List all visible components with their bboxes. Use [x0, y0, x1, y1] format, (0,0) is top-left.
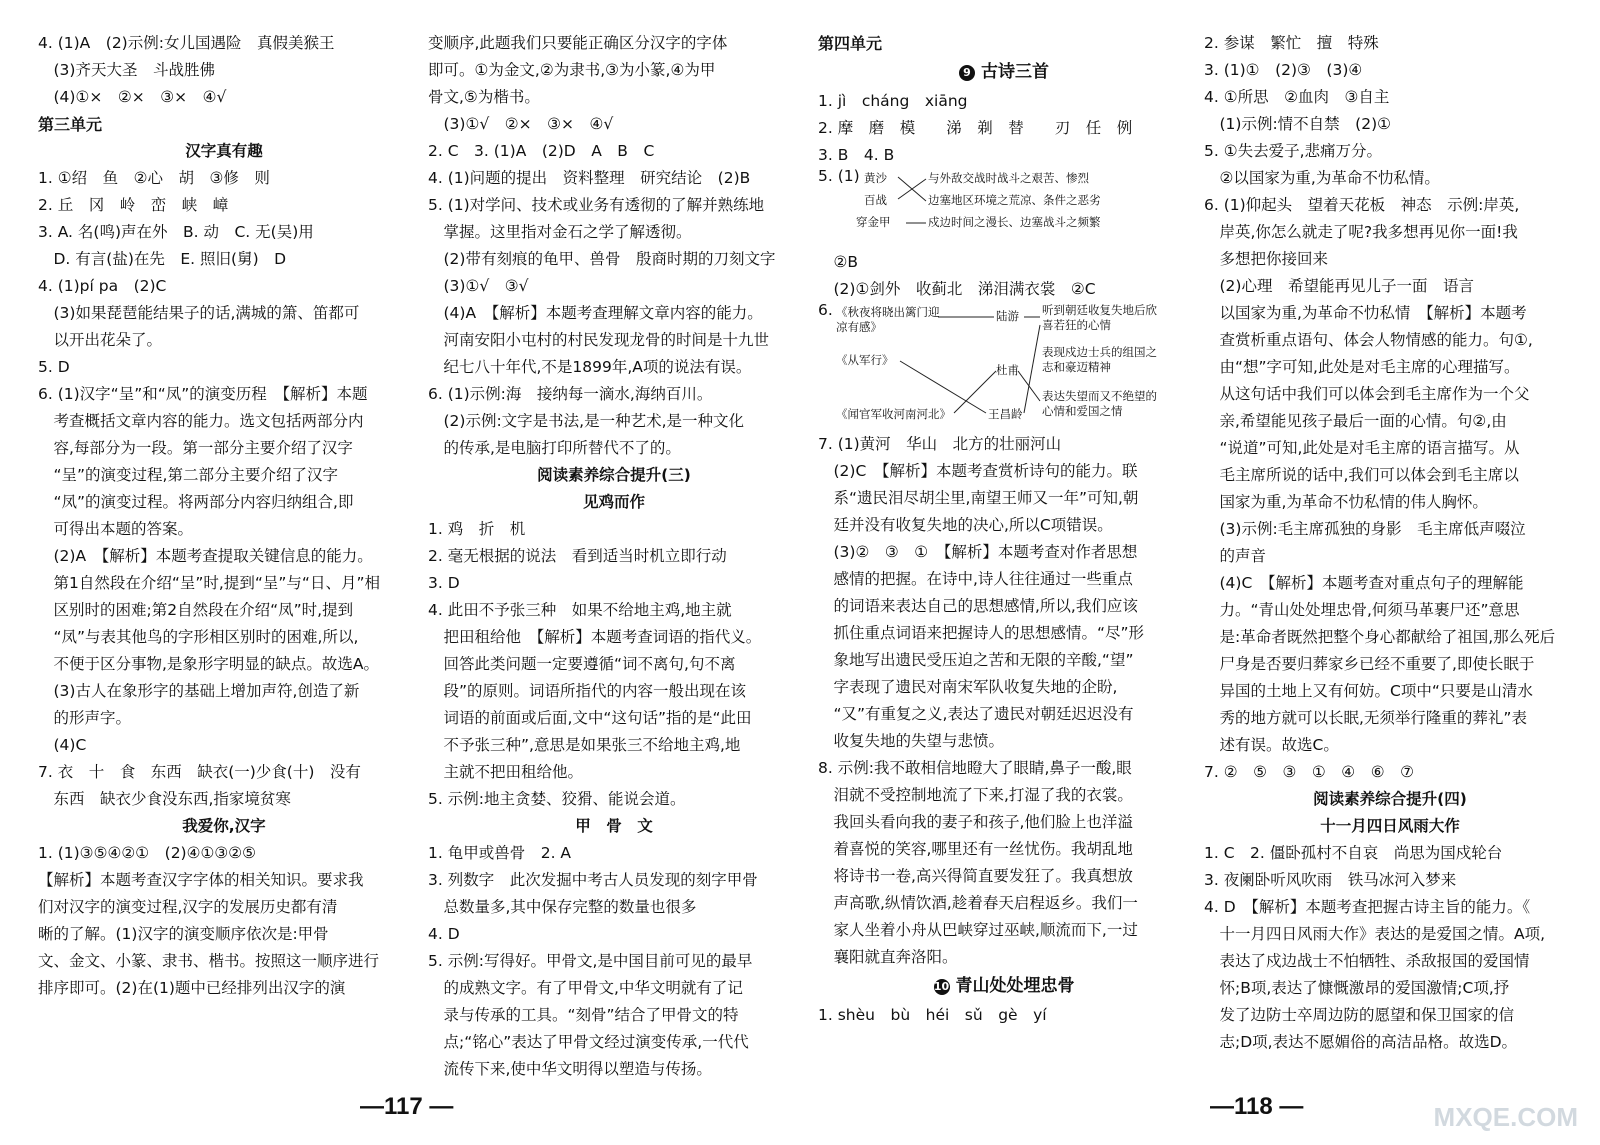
answer-line: (2)带有刻痕的龟甲、兽骨 殷商时期的刀刻文字 [428, 250, 776, 268]
answer-line: 岸英,你怎么就走了呢?我多想再见你一面!我 [1204, 223, 1518, 241]
answer-line: 2. 摩 磨 模 涕 剃 替 刃 任 例 [818, 119, 1133, 137]
answer-line: 3. A. 名(鸣)声在外 B. 动 C. 无(吴)用 [38, 223, 314, 241]
q5-left-item: 穿金甲 [856, 215, 891, 229]
col2-top [428, 30, 800, 462]
section-title-woaini-hanzi: 我爱你,汉字 [182, 817, 266, 835]
answer-line: 1. ①绍 鱼 ②心 胡 ③修 则 [38, 169, 270, 187]
answer-line: 以国家为重,为革命不忇私情 【解析】本题考 [1204, 304, 1527, 322]
q6-right-item: 表达失望而又不绝望的心情和爱国之情 [1042, 389, 1157, 418]
answer-line: (2)A 【解析】本题考查提取关键信息的能力。 [38, 547, 373, 565]
answer-line: 总数量多,其中保存完整的数量也很多 [428, 898, 697, 916]
answer-line: 8. 示例:我不敢相信地瞪大了眼睛,鼻子一酸,眼 [818, 759, 1132, 777]
answer-line: 的声音 [1204, 547, 1267, 565]
answer-line: (2)心理 希望能再见儿子一面 语言 [1204, 277, 1474, 295]
page-number-left: —117 — [360, 1093, 454, 1120]
answer-line: 1. 龟甲或兽骨 2. A [428, 844, 572, 862]
answer-line: (3)①√ ③√ [428, 277, 529, 295]
answer-line: “呈”的演变过程,第二部分主要介绍了汉字 [38, 466, 338, 484]
answer-line: 1. jì cháng xiāng [818, 92, 968, 110]
answer-line: (2)①剑外 收蓟北 涕泪满衣裳 ②C [818, 280, 1096, 298]
unit-heading-4: 第四单元 [818, 34, 883, 53]
answer-line: 5. ①失去爱子,悲痛万分。 [1204, 142, 1383, 160]
answer-line: 着喜悦的笑容,哪里还有一丝忧伤。我胡乱地 [818, 840, 1133, 858]
answer-line: 异国的土地上又有何妨。C项中“只要是山清水 [1204, 682, 1533, 700]
answer-line: 1. (1)③⑤④②① (2)④①③②⑤ [38, 844, 257, 862]
answer-line: 十一月四日风雨大作》表达的是爱国之情。A项, [1204, 925, 1546, 943]
answer-line: 2. 参谋 繁忙 擅 特殊 [1204, 34, 1379, 52]
lesson-number-badge: 10 [933, 980, 950, 993]
answer-line: 查赏析重点语句、体会人物情感的能力。句①, [1204, 331, 1533, 349]
answer-line: 7. 衣 十 食 东西 缺衣(一)少食(十) 没有 [38, 763, 361, 781]
column-4 [1204, 30, 1576, 1056]
section-title-reading-4: 阅读素养综合提升(四) [1313, 790, 1467, 808]
answer-line: 考查概括文章内容的能力。选文包括两部分内 [38, 412, 364, 430]
answer-line: 力。“青山处处埋忠骨,何须马革裹尸还”意思 [1204, 601, 1520, 619]
answer-line: “凤”与表其他鸟的字形相区别时的困难,所以, [38, 628, 359, 646]
q6-mid-item: 杜甫 [996, 363, 1019, 377]
section-title-shiyiyue: 十一月四日风雨大作 [1320, 817, 1460, 835]
answer-line: 4. (1)A (2)示例:女儿国遇险 真假美猴王 [38, 34, 335, 52]
lesson-number-badge: 9 [959, 65, 975, 81]
answer-line: 廷并没有收复失地的决心,所以C项错误。 [818, 516, 1113, 534]
answer-line: (2)示例:文字是书法,是一种艺术,是一种文化 [428, 412, 745, 430]
answer-line: 河南安阳小屯村的村民发现龙骨的时间是十九世 [428, 331, 770, 349]
answer-line: 抓住重点词语来把握诗人的思想感情。“尽”形 [818, 624, 1145, 642]
answer-line: 7. ② ⑤ ③ ① ④ ⑥ ⑦ [1204, 763, 1414, 781]
answer-line: 可得出本题的答案。 [38, 520, 194, 538]
answer-line: 的成熟文字。有了甲骨文,中华文明就有了记 [428, 979, 743, 997]
answer-line: 收复失地的失望与悲愤。 [818, 732, 1005, 750]
answer-line: 区别时的困难;第2自然段在介绍“凤”时,提到 [38, 601, 354, 619]
answer-line: 3. 列数字 此次发掘中考古人员发现的刻字甲骨 [428, 871, 758, 889]
answer-line: 感情的把握。在诗中,诗人往往通过一些重点 [818, 570, 1133, 588]
answer-line: (4)C 【解析】本题考查对重点句子的理解能 [1204, 574, 1524, 592]
answer-line: 怀;B项,表达了慷慨激昂的爱国激情;C项,抒 [1204, 979, 1510, 997]
answer-line: 1. 鸡 折 机 [428, 520, 526, 538]
answer-line: 把田租给他 【解析】本题考查词语的指代义。 [428, 628, 762, 646]
answer-line: 3. D [428, 574, 460, 592]
answer-line: 回答此类问题一定要遵循“词不离句,句不离 [428, 655, 736, 673]
answer-line: 4. D 【解析】本题考查把握古诗主旨的能力。《 [1204, 898, 1531, 916]
answer-line: 7. (1)黄河 华山 北方的壮丽河山 [818, 435, 1062, 453]
answer-line: 亲,希望能见孩子最后一面的心情。句②,由 [1204, 412, 1507, 430]
answer-line: 1. C 2. 僵卧孤村不自哀 尚思为国戍轮台 [1204, 844, 1503, 862]
answer-line: (3)示例:毛主席孤独的身影 毛主席低声啜泣 [1204, 520, 1526, 538]
lesson-title-10 [818, 973, 1190, 1000]
answer-line: 们对汉字的演变过程,汉字的发展历史都有清 [38, 898, 338, 916]
answer-line: 表达了戍边战士不怕牺牲、杀敌报国的爱国情 [1204, 952, 1530, 970]
answer-line: 是:革命者既然把整个身心都献给了祖国,那么死后 [1204, 628, 1556, 646]
answer-line: 流传下来,使中华文明得以塑造与传扬。 [428, 1060, 712, 1078]
column-2 [428, 30, 800, 1083]
answer-line: 点;“铭心”表达了甲骨文经过演变传承,一代代 [428, 1033, 749, 1051]
answer-line: 将诗书一卷,高兴得简直要发狂了。我真想放 [818, 867, 1133, 885]
q6-left-item: 《闻官军收河南河北》 [836, 407, 951, 421]
answer-line: 5. (1)对学问、技术或业务有透彻的了解并熟练地 [428, 196, 765, 214]
answer-line: (3)古人在象形字的基础上增加声符,创造了新 [38, 682, 360, 700]
answer-line: 排序即可。(2)在(1)题中已经排列出汉字的演 [38, 979, 346, 997]
answer-line: 字表现了遗民对南宋军队收复失地的企盼, [818, 678, 1118, 696]
answer-line: (3)齐天大圣 斗战胜佛 [38, 61, 215, 79]
answer-line: 家人坐着小舟从巴峡穿过巫峡,顺流而下,一过 [818, 921, 1138, 939]
section-title-hanzi-zhenyouqu: 汉字真有趣 [185, 142, 263, 160]
answer-line: 2. C 3. (1)A (2)D A B C [428, 142, 655, 160]
answer-line: 我回头看向我的妻子和孩子,他们脸上也洋溢 [818, 813, 1133, 831]
answer-line: ②以国家为重,为革命不忇私情。 [1204, 169, 1440, 187]
answer-line: 4. (1)问题的提出 资料整理 研究结论 (2)B [428, 169, 751, 187]
answer-line: 发了边防士卒周边防的愿望和保卫国家的信 [1204, 1006, 1515, 1024]
answer-line: 容,每部分为一段。第一部分主要介绍了汉字 [38, 439, 353, 457]
answer-line: 6. (1)汉字“呈”和“凤”的演变历程 【解析】本题 [38, 385, 368, 403]
answer-line: (4)C [38, 736, 87, 754]
answer-line: 纪七八十年代,不是1899年,A项的说法有误。 [428, 358, 752, 376]
answer-line: “又”有重复之义,表达了遗民对朝廷迟迟没有 [818, 705, 1134, 723]
answer-line: 4. 此田不予张三种 如果不给地主鸡,地主就 [428, 601, 732, 619]
col3-answers-c [818, 431, 1190, 971]
col2-answers-b [428, 516, 800, 813]
answer-line: D. 有言(盐)在先 E. 照旧(舅) D [38, 250, 287, 268]
answer-line: 从这句话中我们可以体会到毛主席作为一个父 [1204, 385, 1530, 403]
q5-right-item: 戍边时间之漫长、边塞战斗之频繁 [928, 215, 1101, 229]
answer-line: 主就不把田租给他。 [428, 763, 584, 781]
answer-line: 系“遗民泪尽胡尘里,南望王师又一年”可知,朝 [818, 489, 1139, 507]
answer-line: 3. B 4. B [818, 146, 895, 164]
answer-line: “说道”可知,此处是对毛主席的语言描写。从 [1204, 439, 1520, 457]
answer-line: 东西 缺衣少食没东西,指家境贫寒 [38, 790, 291, 808]
answer-line: 4. (1)pí pa (2)C [38, 277, 167, 295]
answer-line: 6. (1)示例:海 接纳每一滴水,海纳百川。 [428, 385, 713, 403]
answer-line: 3. 夜阑卧听风吹雨 铁马冰河入梦来 [1204, 871, 1457, 889]
answer-line: 晰的了解。(1)汉字的演变顺序依次是:甲骨 [38, 925, 329, 943]
section-title-reading-3: 阅读素养综合提升(三) [537, 466, 691, 484]
col1-answers-b [38, 165, 410, 813]
col3-answers-d [818, 1002, 1190, 1029]
col4-answers-b [1204, 840, 1576, 1056]
q6-right-item: 表现戍边士兵的组国之志和豪迈精神 [1042, 345, 1157, 374]
answer-line: (2)C 【解析】本题考查赏析诗句的能力。联 [818, 462, 1138, 480]
answer-line: 尸身是否要归葬家乡已经不重要了,即使长眠于 [1204, 655, 1535, 673]
q6-left-item: 《秋夜将晓出篱门迎凉有感》 [836, 305, 940, 334]
answer-line: “凤”的演变过程。将两部分内容归纳组合,即 [38, 493, 354, 511]
q6-right-item: 听到朝廷收复失地后欣喜若狂的心情 [1042, 303, 1157, 332]
answer-line: 5. 示例:地主贪婪、狡猾、能说会道。 [428, 790, 686, 808]
answer-line: 5. D [38, 358, 70, 376]
answer-line: 骨文,⑤为楷书。 [428, 88, 540, 106]
column-3 [818, 30, 1190, 1029]
q6-mid-item: 陆游 [996, 309, 1019, 323]
answer-line: 国家为重,为革命不忇私情的伟人胸怀。 [1204, 493, 1488, 511]
answer-line: 声高歌,纵情饮酒,趁着春天启程返乡。我们一 [818, 894, 1138, 912]
answer-line: 多想把你接回来 [1204, 250, 1329, 268]
answer-line: 的传承,是电脑打印所替代不了的。 [428, 439, 681, 457]
answer-line: 变顺序,此题我们只要能正确区分汉字的字体 [428, 34, 728, 52]
answer-line: 以开出花朵了。 [38, 331, 163, 349]
answer-line: 志;D项,表达不愿媚俗的高洁品格。故选D。 [1204, 1033, 1518, 1051]
answer-line: 【解析】本题考查汉字字体的相关知识。要求我 [38, 871, 364, 889]
answer-line: 述有误。故选C。 [1204, 736, 1339, 754]
page-number-right: —118 — [1210, 1093, 1304, 1120]
answer-line: 由“想”字可知,此处是对毛主席的心理描写。 [1204, 358, 1520, 376]
watermark-logo: MXQE.COM [1433, 1102, 1578, 1132]
answer-line: 5. 示例:写得好。甲骨文,是中国目前可见的最早 [428, 952, 753, 970]
answer-line: 文、金文、小篆、隶书、楷书。按照这一顺序进行 [38, 952, 380, 970]
answer-line: 象地写出遗民受压迫之苦和无限的辛酸,“望” [818, 651, 1134, 669]
q5-label: 5. (1) [818, 167, 860, 185]
q6-mid-item: 王昌龄 [988, 407, 1023, 421]
answer-line: 第1自然段在介绍“呈”时,提到“呈”与“日、月”相 [38, 574, 380, 592]
answer-line: 即可。①为金文,②为隶书,③为小篆,④为甲 [428, 61, 716, 79]
section-title-jiaguwen: 甲 骨 文 [575, 817, 653, 835]
col3-answers-b [818, 249, 1190, 303]
answer-line: (3)② ③ ① 【解析】本题考查对作者思想 [818, 543, 1138, 561]
answer-line: 4. D [428, 925, 460, 943]
answer-line: (3)①√ ②× ③× ④√ [428, 115, 614, 133]
col1-top [38, 30, 410, 111]
answer-line: 不予张三种”,意思是如果张三不给地主鸡,地 [428, 736, 741, 754]
q5-right-item: 边塞地区环境之荒凉、条件之恶劣 [928, 193, 1101, 207]
answer-line: 段”的原则。词语所指代的内容一般出现在该 [428, 682, 747, 700]
lesson-title-text: 青山处处埋忠骨 [955, 976, 1075, 996]
col3-answers-a [818, 88, 1190, 169]
answer-line: 2. 丘 冈 岭 峦 峡 嶂 [38, 196, 229, 214]
answer-line: (1)示例:情不自禁 (2)① [1204, 115, 1392, 133]
answer-line: 掌握。这里指对金石之学了解透彻。 [428, 223, 692, 241]
answer-line: 录与传承的工具。“刻骨”结合了甲骨文的特 [428, 1006, 739, 1024]
q5-right-item: 与外敌交战时战斗之艰苦、惨烈 [928, 171, 1089, 185]
unit-heading-3: 第三单元 [38, 115, 103, 134]
answer-line: 4. ①所思 ②血肉 ③自主 [1204, 88, 1390, 106]
q6-label: 6. [818, 301, 833, 319]
answer-line: 3. (1)① (2)③ (3)④ [1204, 61, 1363, 79]
q5-left-item: 黄沙 [864, 171, 887, 185]
answer-line: (3)如果琵琶能结果子的话,满城的箫、笛都可 [38, 304, 360, 322]
col2-answers-c [428, 840, 800, 1083]
answer-line: 的形声字。 [38, 709, 132, 727]
answer-line: 秀的地方就可以长眠,无须举行隆重的葬礼”表 [1204, 709, 1527, 727]
answer-line: 词语的前面或后面,文中“这句话”指的是“此田 [428, 709, 752, 727]
answer-line: 不便于区分事物,是象形字明显的缺点。故选A。 [38, 655, 380, 673]
answer-line: 6. (1)仰起头 望着天花板 神态 示例:岸英, [1204, 196, 1520, 214]
col4-top [1204, 30, 1576, 786]
answer-line: (4)①× ②× ③× ④√ [38, 88, 227, 106]
answer-line: 毛主席所说的话中,我们可以体会到毛主席以 [1204, 466, 1519, 484]
col1-answers-c [38, 840, 410, 1002]
q6-left-item: 《从军行》 [836, 353, 894, 367]
answer-line: 襄阳就直奔洛阳。 [818, 948, 958, 966]
answer-line: ②B [818, 253, 859, 271]
section-title-jianji-erzuo: 见鸡而作 [582, 493, 645, 511]
lesson-title-text: 古诗三首 [981, 62, 1049, 82]
answer-line: 2. 毫无根据的说法 看到适当时机立即行动 [428, 547, 727, 565]
answer-line: 的词语来表达自己的思想感情,所以,我们应该 [818, 597, 1138, 615]
matching-diagram-q6 [818, 303, 1190, 431]
matching-diagram-q5 [818, 169, 1190, 249]
q5-left-item: 百战 [864, 193, 887, 207]
answer-line: 泪就不受控制地流了下来,打湿了我的衣裳。 [818, 786, 1133, 804]
lesson-title-9 [818, 59, 1190, 86]
answer-line: 1. shèu bù héi sǔ gè yí [818, 1006, 1047, 1024]
column-1 [38, 30, 410, 1002]
answer-line: (4)A 【解析】本题考查理解文章内容的能力。 [428, 304, 763, 322]
